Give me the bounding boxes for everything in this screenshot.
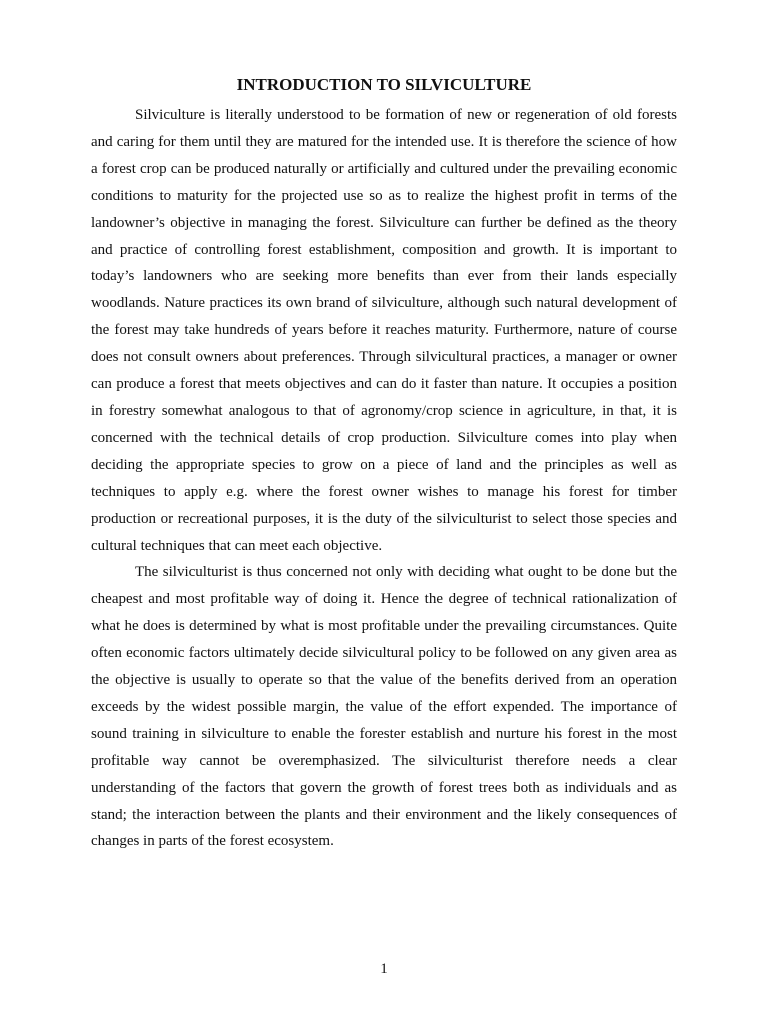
page-number: 1 xyxy=(380,961,388,977)
paragraph-2: The silviculturist is thus concerned not only with deciding what ought to be done but the cheapest and most profitable way of doing it. Hence the degree of technical rationalization of what he does is determined by what is most profitable under the prevailing circumstances. Quite often economic factors ultimately decide silvicultural policy to be followed on any given area as the objective is usually to operate so that the value of the benefits derived from an operation exceeds by the widest possible margin, the value of the effort expended. The importance of sound training in silviculture to enable the forester establish and nurture his forest in the most profitable way cannot be overemphasized. The silviculturist therefore needs a clear understanding of the factors that govern the growth of forest trees both as individuals and as stand; the interaction between the plants and their environment and the likely consequences of changes in parts of the forest ecosystem. xyxy=(91,564,677,850)
body-text xyxy=(91,102,677,855)
paragraph-1: Silviculture is literally understood to be formation of new or regeneration of old forests and caring for them until they are matured for the intended use. It is therefore the science of how a forest crop can be produced naturally or artificially and cultured under the prevailing economic conditions to maturity for the projected use so as to realize the highest profit in terms of the landowner’s objective in managing the forest. Silviculture can further be defined as the theory and practice of controlling forest establishment, composition and growth. It is important to today’s landowners who are seeking more benefits than ever from their lands especially woodlands. Nature practices its own brand of silviculture, although such natural development of the forest may take hundreds of years before it reaches maturity. Furthermore, nature of course does not consult owners about preferences. Through silvicultural practices, a manager or owner can produce a forest that meets objectives and can do it faster than nature. It occupies a position in forestry somewhat analogous to that of agronomy/crop science in agriculture, in that, it is concerned with the technical details of crop production. Silviculture comes into play when deciding the appropriate species to grow on a piece of land and the principles as well as techniques to apply e.g. where the forest owner wishes to manage his forest for timber production or recreational purposes, it is the duty of the silviculturist to select those species and cultural techniques that can meet each objective. xyxy=(91,107,677,554)
page-title: INTRODUCTION TO SILVICULTURE xyxy=(236,75,532,94)
